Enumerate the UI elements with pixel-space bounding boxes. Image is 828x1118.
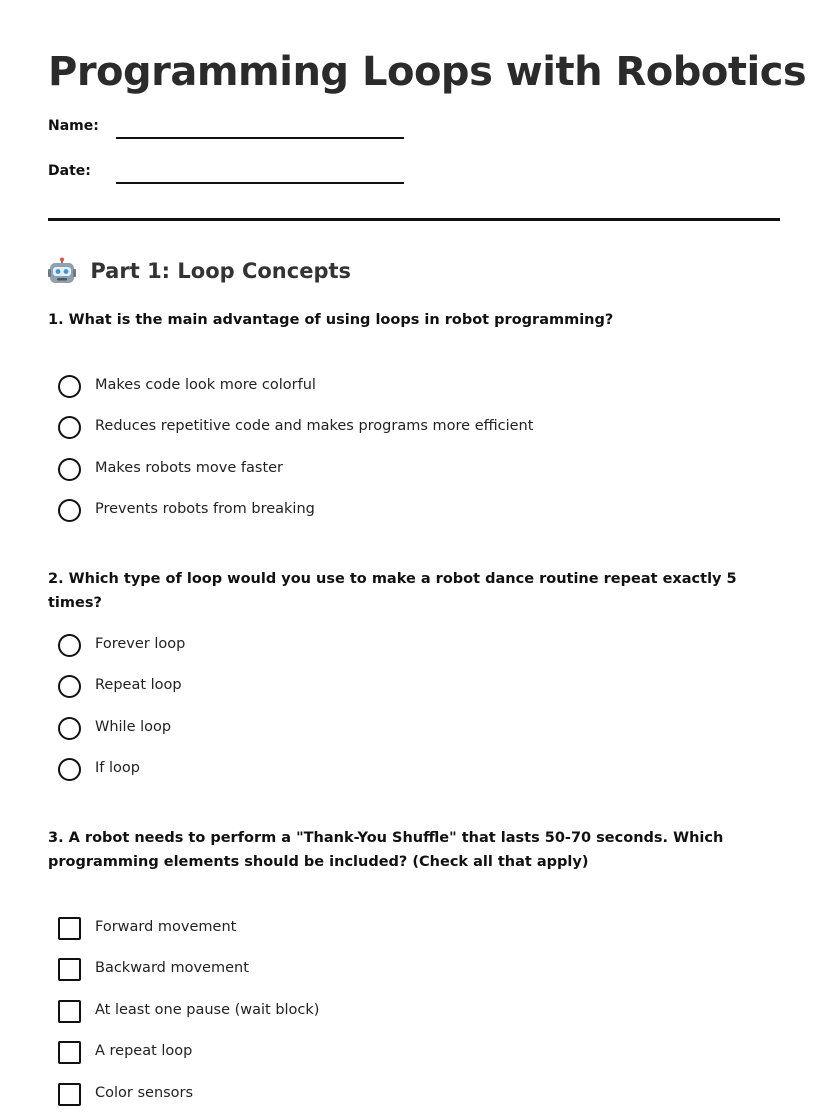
date-input-line[interactable] [116,182,404,184]
q1-option-2[interactable] [58,415,758,441]
option-label: Prevents robots from breaking [95,501,315,517]
option-label: Forward movement [95,919,237,935]
radio-button[interactable] [58,375,81,398]
q1-option-3[interactable] [58,457,758,483]
section-heading-part1 [48,256,351,288]
checkbox[interactable] [58,1083,81,1106]
q2-option-4[interactable] [58,757,758,783]
radio-button[interactable] [58,416,81,439]
q2-option-2[interactable] [58,674,758,700]
checkbox[interactable] [58,1041,81,1064]
radio-button[interactable] [58,499,81,522]
q2-option-3[interactable] [58,716,758,742]
radio-button[interactable] [58,675,81,698]
q3-option-1[interactable] [58,916,758,942]
q3-option-5[interactable] [58,1082,758,1108]
radio-button[interactable] [58,758,81,781]
robot-icon [48,257,76,285]
name-field-row [48,117,448,143]
radio-button[interactable] [58,458,81,481]
option-label: Makes code look more colorful [95,377,316,393]
option-label: A repeat loop [95,1043,193,1059]
q1-option-4[interactable] [58,498,758,524]
name-label: Name: [48,118,99,134]
option-label: If loop [95,760,140,776]
question-3: 3. A robot needs to perform a "Thank-You Shuffle" that lasts 50-70 seconds. Which programming elements should be included? (Check all that apply) [48,830,724,870]
checkbox[interactable] [58,958,81,981]
q3-option-3[interactable] [58,999,758,1025]
checkbox[interactable] [58,917,81,940]
name-input-line[interactable] [116,137,404,139]
radio-button[interactable] [58,717,81,740]
q2-option-1[interactable] [58,633,758,659]
option-label: Backward movement [95,960,249,976]
option-label: While loop [95,719,172,735]
option-label: Color sensors [95,1085,194,1101]
header-divider [48,218,780,221]
option-label: At least one pause (wait block) [95,1002,320,1018]
option-label: Forever loop [95,636,186,652]
question-2: 2. Which type of loop would you use to make a robot dance routine repeat exactly 5 times? [48,571,737,611]
q3-option-2[interactable] [58,957,758,983]
date-field-row [48,162,448,188]
worksheet-title: Programming Loops with Robotics [48,49,807,95]
option-label: Reduces repetitive code and makes programs more efficient [95,418,534,434]
section-heading-text: Part 1: Loop Concepts [90,259,352,283]
question-1: 1. What is the main advantage of using loops in robot programming? [48,312,614,328]
q3-option-4[interactable] [58,1040,758,1066]
option-label: Repeat loop [95,677,182,693]
radio-button[interactable] [58,634,81,657]
date-label: Date: [48,163,91,179]
option-label: Makes robots move faster [95,460,284,476]
q1-option-1[interactable] [58,374,758,400]
checkbox[interactable] [58,1000,81,1023]
